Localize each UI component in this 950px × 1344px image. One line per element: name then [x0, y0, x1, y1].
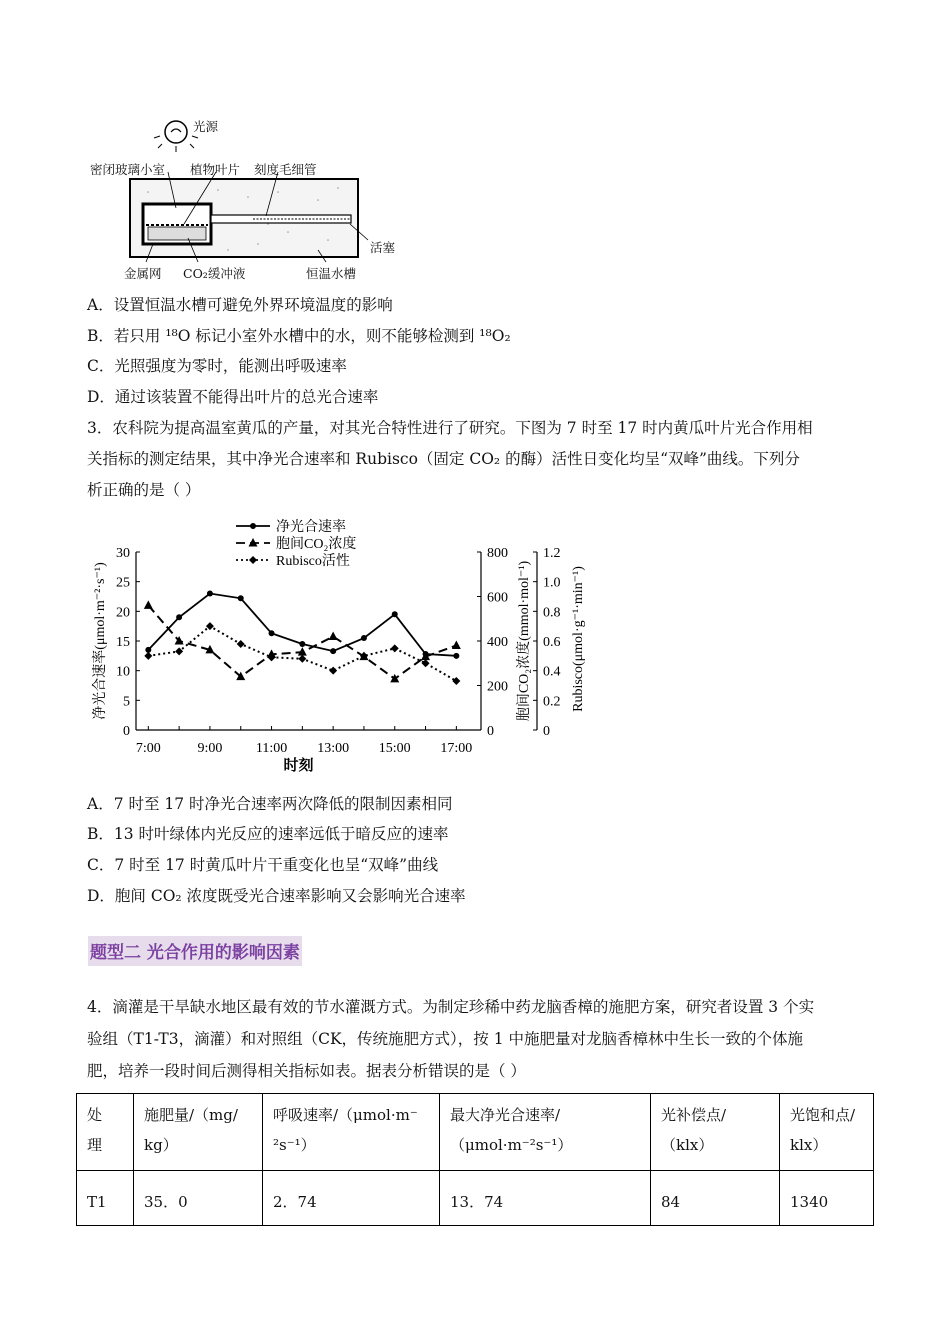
data-point-1 — [452, 640, 461, 649]
q2-option-b: B．若只用 ¹⁸O 标记小室外水槽中的水，则不能够检测到 ¹⁸O₂ — [87, 327, 511, 345]
y-mid-tick-label: 600 — [487, 590, 508, 606]
y-left-tick-label: 30 — [116, 546, 130, 561]
section-title: 题型二 光合作用的影响因素 — [88, 936, 302, 966]
y-right-tick-label: 1.2 — [543, 546, 561, 561]
data-point-0 — [330, 648, 336, 654]
data-point-0 — [453, 653, 459, 659]
table-cell: 13．74 — [440, 1171, 651, 1226]
table-row — [77, 1171, 874, 1226]
legend-label-1: 胞间CO₂浓度 — [276, 537, 357, 552]
data-point-0 — [269, 630, 275, 636]
header-cell: 施肥量/（mg/ kg） — [134, 1094, 263, 1171]
data-point-0 — [176, 614, 182, 620]
header-cell: 处 理 — [77, 1094, 134, 1171]
fertilizer-table — [76, 1093, 874, 1226]
data-point-0 — [238, 595, 244, 601]
y-left-tick-label: 15 — [116, 635, 130, 650]
y-left-tick-label: 25 — [116, 575, 130, 591]
data-point-0 — [299, 641, 305, 647]
table-cell: 84 — [651, 1171, 780, 1226]
y-right-tick-label: 0.2 — [543, 694, 561, 710]
x-tick-label: 17:00 — [440, 741, 473, 756]
table-cell: 2．74 — [263, 1171, 440, 1226]
header-cell: 呼吸速率/（μmol·m⁻ ²s⁻¹） — [263, 1094, 440, 1171]
y-right-axis-title: Rubisco(μmol·g⁻¹·min⁻¹) — [571, 566, 586, 712]
apparatus-diagram — [88, 112, 398, 287]
data-point-1 — [390, 674, 399, 683]
data-point-2 — [422, 659, 430, 667]
q2-option-a: A．设置恒温水槽可避免外界环境温度的影响 — [87, 296, 393, 314]
y-right-tick-label: 1.0 — [543, 575, 561, 591]
q4-stem-line-3: 肥，培养一段时间后测得相关指标如表。据表分析错误的是（ ） — [87, 1062, 526, 1080]
photosynthesis-chart — [88, 512, 628, 777]
data-point-0 — [392, 611, 398, 617]
table-cell: 35．0 — [134, 1171, 263, 1226]
y-left-tick-label: 0 — [123, 724, 130, 739]
y-left-tick-label: 20 — [116, 605, 130, 621]
label-mesh: 金属网 — [124, 266, 162, 281]
data-point-2 — [329, 667, 337, 675]
x-tick-label: 11:00 — [255, 741, 288, 756]
legend-marker-0 — [250, 523, 256, 529]
x-tick-label: 9:00 — [197, 741, 223, 756]
q3-option-c: C．7 时至 17 时黄瓜叶片干重变化也呈“双峰”曲线 — [87, 856, 439, 874]
header-cell: 最大净光合速率/ （μmol·m⁻²s⁻¹） — [440, 1094, 651, 1171]
y-mid-tick-label: 800 — [487, 546, 508, 561]
q4-stem-line-1: 4．滴灌是干旱缺水地区最有效的节水灌溉方式。为制定珍稀中药龙脑香樟的施肥方案，研究者设置 3 个实 — [87, 998, 815, 1016]
legend-marker-2 — [249, 556, 257, 564]
y-mid-tick-label: 200 — [487, 679, 508, 695]
label-capillary: 刻度毛细管 — [254, 162, 317, 177]
y-mid-tick-label: 0 — [487, 724, 494, 739]
q3-stem-line-3: 析正确的是（ ） — [87, 481, 201, 499]
legend-label-0: 净光合速率 — [276, 520, 346, 535]
light-source-icon — [154, 121, 198, 152]
label-leaf: 植物叶片 — [190, 162, 241, 177]
y-mid-axis-title: 胞间CO₂浓度(mmol·mol⁻¹) — [517, 560, 532, 722]
q3-option-d: D．胞间 CO₂ 浓度既受光合速率影响又会影响光合速率 — [87, 887, 466, 905]
y-right-tick-label: 0.4 — [543, 664, 561, 680]
y-left-tick-label: 5 — [123, 694, 130, 710]
header-cell: 光饱和点/ klx） — [780, 1094, 874, 1171]
label-valve: 活塞 — [370, 240, 396, 255]
table-cell: 1340 — [780, 1171, 874, 1226]
data-point-1 — [329, 632, 338, 641]
data-point-2 — [452, 677, 460, 685]
q2-option-d: D．通过该装置不能得出叶片的总光合速率 — [87, 388, 379, 406]
q3-option-b: B．13 时叶绿体内光反应的速率远低于暗反应的速率 — [87, 825, 449, 843]
x-axis-title: 时刻 — [283, 758, 314, 774]
x-tick-label: 13:00 — [317, 741, 350, 756]
table-header-row — [77, 1094, 874, 1171]
y-right-tick-label: 0 — [543, 724, 550, 739]
label-light-source: 光源 — [193, 119, 219, 134]
y-mid-tick-label: 400 — [487, 635, 508, 650]
data-point-2 — [144, 652, 152, 660]
q4-stem-line-2: 验组（T1-T3，滴灌）和对照组（CK，传统施肥方式），按 1 中施肥量对龙脑香樟林中生长一致的个体施 — [87, 1030, 803, 1048]
q3-stem-line-1: 3．农科院为提高温室黄瓜的产量，对其光合特性进行了研究。下图为 7 时至 17 时内黄瓜叶片光合作用相 — [87, 419, 813, 437]
table-cell: T1 — [77, 1171, 134, 1226]
y-left-axis-title: 净光合速率(μmol·m⁻²·s⁻¹) — [93, 562, 108, 720]
q3-option-a: A．7 时至 17 时净光合速率两次降低的限制因素相同 — [87, 795, 453, 813]
data-point-1 — [144, 600, 153, 609]
y-right-tick-label: 0.6 — [543, 635, 561, 650]
data-point-2 — [391, 644, 399, 652]
y-right-tick-label: 0.8 — [543, 605, 561, 621]
data-point-2 — [237, 640, 245, 648]
header-cell: 光补偿点/ （klx） — [651, 1094, 780, 1171]
apparatus-figure — [88, 112, 398, 287]
label-buffer: CO₂缓冲液 — [183, 266, 246, 281]
q3-stem-line-2: 关指标的测定结果，其中净光合速率和 Rubisco（固定 CO₂ 的酶）活性日变化均呈“双峰”曲线。下列分 — [87, 450, 800, 468]
label-bath: 恒温水槽 — [306, 266, 357, 281]
data-point-0 — [361, 635, 367, 641]
data-point-0 — [207, 591, 213, 597]
legend-label-2: Rubisco活性 — [276, 554, 350, 569]
x-tick-label: 7:00 — [135, 741, 161, 756]
label-chamber: 密闭玻璃小室 — [90, 162, 166, 177]
x-tick-label: 15:00 — [378, 741, 411, 756]
data-point-2 — [298, 655, 306, 663]
y-left-tick-label: 10 — [116, 664, 130, 680]
q2-option-c: C．光照强度为零时，能测出呼吸速率 — [87, 357, 347, 375]
